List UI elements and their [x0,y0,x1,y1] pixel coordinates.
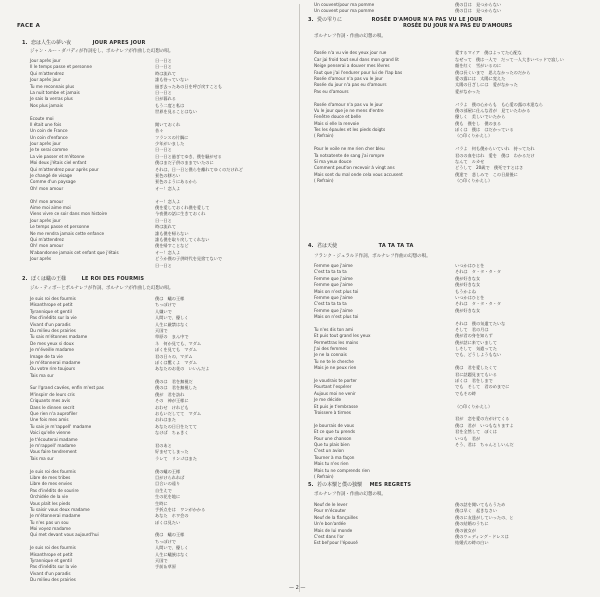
lyric-line: あなたの日日をたてて [155,423,197,429]
lyric-line: 時は流れて [155,224,176,230]
lyric-line: Qui m'attendrez [30,70,64,76]
lyric-line: Aime moi aime moi [30,204,71,210]
lyric-line: 僕が君の身を知らず [455,333,493,339]
lyric-line: Ta notsatente de sang j'ai rompre [314,152,385,158]
lyric-line: おもいだしてて マダム [155,411,202,417]
lyric-line: Tyrannique et gentil [30,558,72,564]
lyric-line: ぼくを見ても マダム [155,347,197,353]
lyric-line: 昔々 [155,128,164,134]
lyric-line: Rosée du jour n'a pas eu d'amours [314,82,387,88]
lyric-line: Mais tu n'es rien [314,461,349,467]
lyric-line: Je me décide [314,397,342,403]
lyric-line: 人間いで、優しく [155,545,189,551]
lyric-line: 君の日々の、マダム [155,353,193,359]
lyric-line: Ou votre rire toujours [30,366,76,372]
lyric-line: Permettras les mains [314,339,359,345]
lyric-line: Femme que j'aime [314,263,353,268]
lyric-line: Mais de lui monde [314,527,353,533]
lyric-line: Rosée d'amour n'a pas vu le jour [314,75,383,81]
lyric-line: Je m'éveille madame [30,347,74,353]
lyric-line: Je suis roi des fourmis [30,545,76,551]
song-4-japanese-lyrics [455,263,514,448]
song-2-number: 2. [22,276,28,282]
lyric-line: 愛するマイア 僕はよってた心配な [455,50,522,56]
lyric-line: おわせ けれども [155,404,189,410]
lyric-line: そう、君は ちゃんとしいんだ [455,441,514,447]
lyric-line: M'inspirr de leurs cris [30,391,75,397]
lyric-line: Tu n'es pas un sou [30,519,69,525]
lyric-line: 僕を愛しておくれ僕を愛して [155,204,210,210]
lyric-line: Tais ma sur [30,372,54,378]
lyric-line: あなたのお花の いいんだよ [155,366,210,372]
lyric-line: 天国で [155,558,168,564]
lyric-line: Troissere à tirmes [314,409,351,415]
song-4-jp-title: 君は天使 [316,243,337,249]
lyric-line: Jour après [30,256,52,262]
lyric-line: 僕が好きな女 [455,275,481,281]
lyric-line: Je m'rappell' madame [30,442,76,448]
lyric-line: 日一日と [155,58,172,63]
lyric-line: 僕の部屋に仕んな君が 見ていたわかる [455,107,531,113]
lyric-line: それは 僕の気遣てたいな [455,320,506,326]
lyric-line: オー！恋人よ [155,249,181,255]
lyric-line: 日が暮れる [155,96,176,102]
face-label: FACE A [17,23,41,29]
lyric-line: Ne me rendra jamais cette enfance [30,230,105,236]
song-3-fr-title-2: ROSÉE DU JOUR N'A PAS EU D'AMOURS [403,23,513,29]
lyric-line: Vous faire tendrement [30,449,77,455]
lyric-line: N'abandonne jamais cet enfant que j'étais [30,249,119,255]
lyric-line: 目がけられれば [155,474,185,480]
song-5-jp-title: 若の本懐と僕の独懐 [316,482,362,488]
lyric-line: 僕達で 悲しみで この日最後に [455,171,518,177]
lyric-line: Il était une fois [30,121,62,127]
lyric-line: Pas eu d'amours [314,88,349,94]
lyric-line: 太陽の日ざしには 愛がなかった [455,82,518,88]
lyric-line: パラよ 僕の心からも も心愛の露の木達なら [455,101,543,107]
lyric-line: Si ma yeux douce [314,159,352,165]
lyric-line: Et puis tout grand les yeux [314,333,371,339]
lyric-line: Une fois mes amis [30,417,69,423]
lyric-line: 日一日と [155,147,172,153]
lyric-line: 景色のようにあるから [155,179,197,185]
lyric-line: Voici qu'elle vienne [30,430,71,436]
lyric-line: Vivant d'un paradis [30,321,71,327]
lyric-line: Pour m'écouter [314,508,346,514]
song-1-fr-title: JOUR APRES JOUR [92,40,146,46]
lyric-line: ぼくは見たい [155,519,181,525]
lyric-line: それは タ・タ・タ・タ [455,269,502,275]
lyric-line: Mais sont du mal onde cela vous accusent [314,171,403,177]
lyric-line: オー！恋人よ [155,185,181,191]
lyric-line: 人間いで、優しく [155,315,189,321]
lyric-line: もう二度と私は [155,102,185,108]
lyric-line: いつかはひとを [455,263,485,268]
lyric-line: 手折点をは ワンがかかる [155,506,206,512]
lyric-line: Moi deux j'étais ciel enfant [30,160,87,166]
lyric-line: 日一日と [155,89,172,95]
lyric-line: それは タ・タ・タ・タ [455,301,502,307]
lyric-line: なけば ちぁきく [155,430,189,436]
lyric-line: ぼくは 僕は はだかっている [455,127,514,133]
lyric-line: どうか僕の子供時代を見捨てないで [155,256,223,262]
lyric-line: 景色の移ろい [155,173,181,179]
lyric-line: 僕のに友達がしていったの、と [455,514,514,520]
lyric-line: 生時に [155,500,168,506]
lyric-line: 僕は 君が いつもなりますよ [455,422,514,428]
song-3-french-lyrics [314,2,374,15]
lyric-line: ぼくは驚くよ マダム [155,359,197,365]
lyric-line: C'est ta ta ta ta [314,269,347,275]
lyric-line: しそして 気遣ってた [455,346,497,352]
song-2-title [22,275,144,282]
lyric-line: いつかはひとを [455,294,485,300]
lyric-line: Oh! mon amour [30,185,64,191]
lyric-line: Comment peut'on recevoir à vingt ans [314,165,395,171]
song-4-french-lyrics [314,263,370,480]
lyric-line: C'est ta ta ta ta [314,301,347,307]
lyric-line: Je t'écouterai madame [30,436,78,442]
lyric-line: 顔を紅く 雪がいるのに [455,63,502,69]
lyric-line: C'est un avion [314,448,344,454]
lyric-line: Tais ma sur [30,455,54,461]
lyric-line: Je voudrais te porter [314,378,357,384]
lyric-line: 僕も 僕をし 僕のまる [455,120,502,126]
lyric-line: Un coin d'enfance [30,134,68,140]
lyric-line: Criquants mes avis [30,398,71,404]
lyric-line: Je suis roi des fourmis [30,296,76,301]
lyric-line: 君を全然して ぼくは [455,429,497,435]
lyric-line: 僕の話を聞いてもらうため [455,502,506,507]
song-2-credit: ジル・ティボーとポルナレフが作詞、ポルナレフが作曲した幻想の唄。 [30,286,174,291]
lyric-line: 草原の まん中で [155,334,189,340]
lyric-line: フランスの片隅に [155,134,189,140]
lyric-line: 過ぎ去ったあの日を呼び戻すことも [155,83,223,89]
lyric-line: Tes les épaules et les pieds doigts [314,127,386,133]
lyric-line: Et puis je t'embrasse [314,403,359,409]
lyric-line: Image de ta vie [30,353,63,359]
lyric-line: Vivant d'un paradis [30,570,71,576]
song-1-french-lyrics [30,58,119,263]
lyric-line: ( Refrain) [314,178,334,184]
lyric-line: 誰も僕を帰らない [155,230,189,236]
lyric-line: 僕が好きな女 [455,307,481,313]
song-2-jp-title: ぼくは蟻の王様 [30,276,66,282]
song-4-number: 4. [308,243,314,249]
lyric-line: Un'e bon'ardée [314,521,346,527]
lyric-line: Vous plaît les pieds [30,500,71,506]
lyric-line: （○印くりかえし） [455,133,493,139]
lyric-line: 日一日と [155,262,172,268]
song-1-jp-title: 恋は人生の夢い夜 [30,40,71,46]
lyric-line: Tu sais je m'rappell' madame [30,423,92,429]
lyric-line: そして 君の月は [455,326,489,332]
song-5-japanese-lyrics [455,502,513,547]
song-4-fr-title: TA TA TA TA [378,243,414,249]
song-1-japanese-lyrics [155,58,243,269]
lyric-line: Tu me reconnais plus [30,83,75,89]
lyric-line: Tyrannique et gentil [30,308,72,314]
lyric-line: Je ne la connais [314,352,347,358]
song-5-french-lyrics [314,502,358,547]
song-3-number: 3. [308,17,314,23]
lyric-line: ちっぽけで [155,302,176,308]
lyric-line: Est bel'pour l'épousé [314,540,358,546]
lyric-line: Pas d'inédits sur la vie [30,564,77,570]
lyric-line: Faut que j'ai l'endurer pour lui de l'lap bas [314,69,403,75]
lyric-line: もうかよね [455,288,476,294]
song-1-number: 1. [22,40,28,46]
song-3-credit: ポルナレフ作詞・作曲の幻想の唄。 [314,34,386,39]
lyric-line: Fenêtre douce et belle [314,114,361,120]
lyric-line: 誰も僕を取り戻してくれない [155,236,210,242]
lyric-line: 僕のは 君を無視した [155,385,197,391]
lyric-line: でもその時 [455,390,476,396]
lyric-line: Un couvent/pour ma pomme [314,2,375,7]
lyric-line: Dans le dinnen secrit [30,404,75,410]
lyric-line: 君が 恋を愛の方がけてくる [455,416,510,422]
lyric-line: Oh! mon amour [30,243,64,249]
lyric-line: Viens vivre ce soir dans mon histoire [30,211,108,217]
lyric-line: あなた ホワ会の [155,513,189,519]
lyric-line: Misanthrope et petit [30,551,73,557]
lyric-line: C'est dans l'or [314,533,344,539]
lyric-line: Pas d'inédits de sourire [30,487,79,493]
lyric-line: La nuit tombe et jamais [30,89,80,95]
lyric-line: Sur l'grand cavées, enfin m'est pas [30,385,104,391]
lyric-line: ( Refrain) [314,473,334,479]
lyric-line: おれはまた [155,417,176,423]
lyric-line: Orchidée de la vie [30,494,69,500]
lyric-line: 少年がいました [155,141,185,147]
lyric-line: Neuf de le lever [314,502,348,507]
song-4-credit: フランク・ジェラルド作詞、ポルナレフ作曲の幻想の唄。 [314,254,431,259]
lyric-line: 手前＆草原 [155,564,176,570]
lyric-line: Oh! mon amour [30,198,64,204]
lyric-line: Que tu plais bien [314,441,350,447]
lyric-line: Je te serai comme [30,147,68,153]
lyric-line: 今夜僕の話に生きておくれ [155,211,206,217]
lyric-line: Mais je ne peux rien [314,365,357,371]
lyric-line: 僕の結婚のうちに [455,521,489,527]
lyric-line: Il le temps passe et personne [30,64,92,70]
lyric-line: Je m'étonnerai madame [30,513,81,519]
lyric-line: 僕が好きな女 [455,282,481,288]
lyric-line: 愛がなかった [455,88,481,94]
lyric-line: 君のあと [155,442,172,448]
lyric-line: Ecoute moi [30,115,54,121]
lyric-line: Femme que j'aime [314,307,353,313]
lyric-line: （○印くりかえし） [455,178,493,184]
lyric-line: 優しく 美しいでいたから [455,114,506,120]
song-5-title [308,481,411,488]
lyric-line: Neige penserai a douver mes lèvres [314,63,390,69]
lyric-line: Pour le voile ne me rien cher bleu [314,146,385,152]
lyric-line: Femme que j'aime [314,294,353,300]
lyric-line: Car jai froid tout seul dans mon grand lit [314,56,399,62]
lyric-line: 僕は早く 起きなさい [455,508,497,514]
lyric-line: Jour après jour [30,141,61,147]
lyric-line: Misanthrope et petit [30,302,73,308]
song-1-title [22,39,146,46]
lyric-line: 世界を見ることはない [155,109,197,115]
lyric-line: Qui m'attendrez pour après pour [30,166,99,172]
song-2-japanese-lyrics [155,296,209,571]
lyric-line: 日一日と [155,64,172,70]
song-3-jp-title: 愛の雫りに [316,17,342,23]
lyric-line: 僕が話に来ていまして [455,339,497,345]
right-column [300,0,600,597]
lyric-line: 好ませてしまった [155,449,189,455]
lyric-line: 僕は 蟻の王様 [155,296,185,301]
lyric-line: Je m'étonnerai madame [30,359,81,365]
song-5-number: 5. [308,482,314,488]
lyric-line: Mais si elle la renvoie [314,120,360,126]
lyric-line: いつも 君が [455,435,481,441]
song-3-japanese-lyrics [455,2,501,15]
song-5-fr-title: MES REGRETS [369,482,412,488]
lyric-line: 生の花を地に [155,494,181,500]
lyric-line: Nos plus jamais [30,102,63,108]
lyric-line: Qui m'attendrez [30,236,64,242]
song-1-credit: ジャン・ルー・ダバディが作詞をし、ポルナレフが作曲した幻想の唄。 [30,49,174,54]
lyric-line: その 神が王様に [155,398,189,404]
lyric-line: De mes yeux si doux [30,340,74,346]
lyric-line: Je suis roi des fourmis [30,468,76,474]
lyric-line: Rosée n'a vu vie des yeux jour rue [314,50,387,56]
lyric-line: Rosée d'amour n'a pas vu le jour [314,101,383,107]
lyric-line: J'ai des femmes [314,346,348,352]
lyric-line: Jour après jour [30,58,61,63]
lyric-line: Je bourrais de vous [314,422,355,428]
lyric-line: Jour après jour [30,217,61,223]
lyric-line: Tu n'es dis ton ami [314,326,354,332]
lyric-line: Tu saisir vous deux madame [30,506,90,512]
lyric-line: 愛の露には 太陽に変えた [455,75,506,81]
lyric-line: 僕の目は 見つからない [455,2,502,7]
lyric-line: 僕は 蟻の王様 [155,532,185,538]
lyric-line: ラレて リンゴはまた [155,455,197,461]
lyric-line: Mais tu ne comprends rien [314,467,370,473]
lyric-line: 僕は長くいまで 思えなかったのだから [455,69,531,75]
song-4-title [308,242,414,249]
lyric-line: Pas d'inédits sur la vie [30,315,77,321]
lyric-line: ネ 何か見ても、マダム [155,340,202,346]
lyric-line: 君のの血をはれ 愛を 僕は わかるだけ [455,152,535,158]
lyric-line: Tu ne te le cherche [314,358,354,364]
lyric-line: 天国で [155,327,168,333]
lyric-line: Pourtant l'espérer [314,384,352,390]
lyric-line: Je sais la verras plus [30,96,73,102]
lyric-line: Mais on n'est plus toi [314,314,359,320]
lyric-line: 聞いておくれ [155,121,181,127]
lyric-line: どうして 20歳で 僕死ですとはさ [455,165,524,171]
lyric-line: Je changé de visage [30,173,73,179]
song-5-credit: ポルナレフ作詞・作曲の幻想の唄。 [314,492,386,497]
lyric-line: 日一日と過ぎてゆき、僕を騒がせる [155,153,222,159]
lyric-line: Tu sais m'étonnes madame [30,334,88,340]
lyric-line: ( Refrain) [314,133,334,139]
lyric-line: 人嫌いで [155,308,172,314]
song-3-french-lyrics-body [314,44,403,185]
lyric-line: 人生に厳禁はなく [155,321,189,327]
lyric-line: Un coin de France [30,128,68,134]
lyric-line: La vie passer et m'étonne [30,153,85,159]
lyric-line: 僕を帰すことなど [155,243,189,249]
lyric-line: 僕のウェディング・ドレスは [455,533,509,539]
lyric-line: オー！恋人よ [155,198,181,204]
lyric-line: Pour une chanson [314,435,352,441]
lyric-line: Un couvent pour ma pomme [314,8,375,14]
lyric-line: Femme que j'aime [314,282,353,288]
lyric-line: 君に話題見まてもいる [455,371,497,377]
song-3-title [308,16,512,29]
song-3-fr-title: ROSÉE D'AMOUR N'A PAS VU LE JOUR [371,17,483,23]
lyric-line: 僕の蟻の王様 [155,468,181,474]
lyric-line: Femme que j'aime [314,275,353,281]
lyric-line: Qui met devant vous aujourd'hui [30,532,99,538]
lyric-line: Et ce que tu prends [314,429,356,435]
lyric-line: Du milieu des prairies [30,577,76,583]
lyric-line: 日一日と [155,217,172,223]
lyric-line: 自生えで [155,487,172,493]
lyric-line: Libre de mes tribes [30,474,71,480]
lyric-line: 僕が 君を訪れ [155,391,185,397]
lyric-line: 結婚式の時の白い [455,540,489,546]
lyric-line: （○印くりかえし） [455,403,493,409]
song-2-fr-title: LE ROI DES FOURMIS [81,276,145,282]
lyric-line: Mais on n'est plus toi [314,288,359,294]
page-number: — 2 — [289,585,306,591]
lyric-line: 僕はまだ子供のままでいたのに [155,160,214,166]
song-2-french-lyrics [30,296,104,584]
lyric-line: ぼくは 君をしまで [455,378,493,384]
lyric-line: 人生に蟻族はなく [155,551,189,557]
lyric-line: Le temps passe et personne [30,224,90,230]
lyric-line: でも そして 君のめまでに [455,384,510,390]
lyric-line: Moi voyez madame [30,526,71,532]
lyric-line: ちっぽけで [155,538,176,544]
lyric-line: 誰も待っていない [155,77,189,83]
lyric-line: なぜって 僕は一人で だって一人大きいベッドで寂しい [455,56,564,62]
lyric-line: Jour après jour [30,77,61,83]
lyric-line: Vu le jour que je ne mens d'entre [314,107,384,113]
lyric-line: なんて ルカせ [455,159,485,165]
lyric-line: それは、日一日と僕らを離れてゆくのだけれど [155,166,243,172]
lyric-line: Comme d'un paysage [30,179,76,185]
lyric-line: パラよ 何も僕からいていれ 持ってたれ [455,146,535,152]
lyric-line: 僕の目は 見つからない [455,8,502,14]
lyric-line: Libre de mes envies [30,481,73,487]
lyric-line: 僕は 君を愛したくて [455,365,497,371]
lyric-line: Neuf de la fiançailles [314,514,358,520]
lyric-line: 僕の彼女が [455,527,476,533]
song-3-japanese-lyrics-body [455,44,564,185]
lyric-line: Aujous moi ne venir [314,390,356,396]
lyric-line: Que rien n'a auprofiler [30,411,78,417]
lyric-line: 目合いの遠り [155,481,181,487]
lyric-line: でも、どうしようもない [455,352,502,358]
lyric-line: Tourner à ma façon [314,454,355,460]
lyric-line: 僕のは 君を無視だ [155,379,193,385]
lyric-line: 時は流れて [155,70,176,76]
lyric-line: Du milieu des prairies [30,327,76,333]
